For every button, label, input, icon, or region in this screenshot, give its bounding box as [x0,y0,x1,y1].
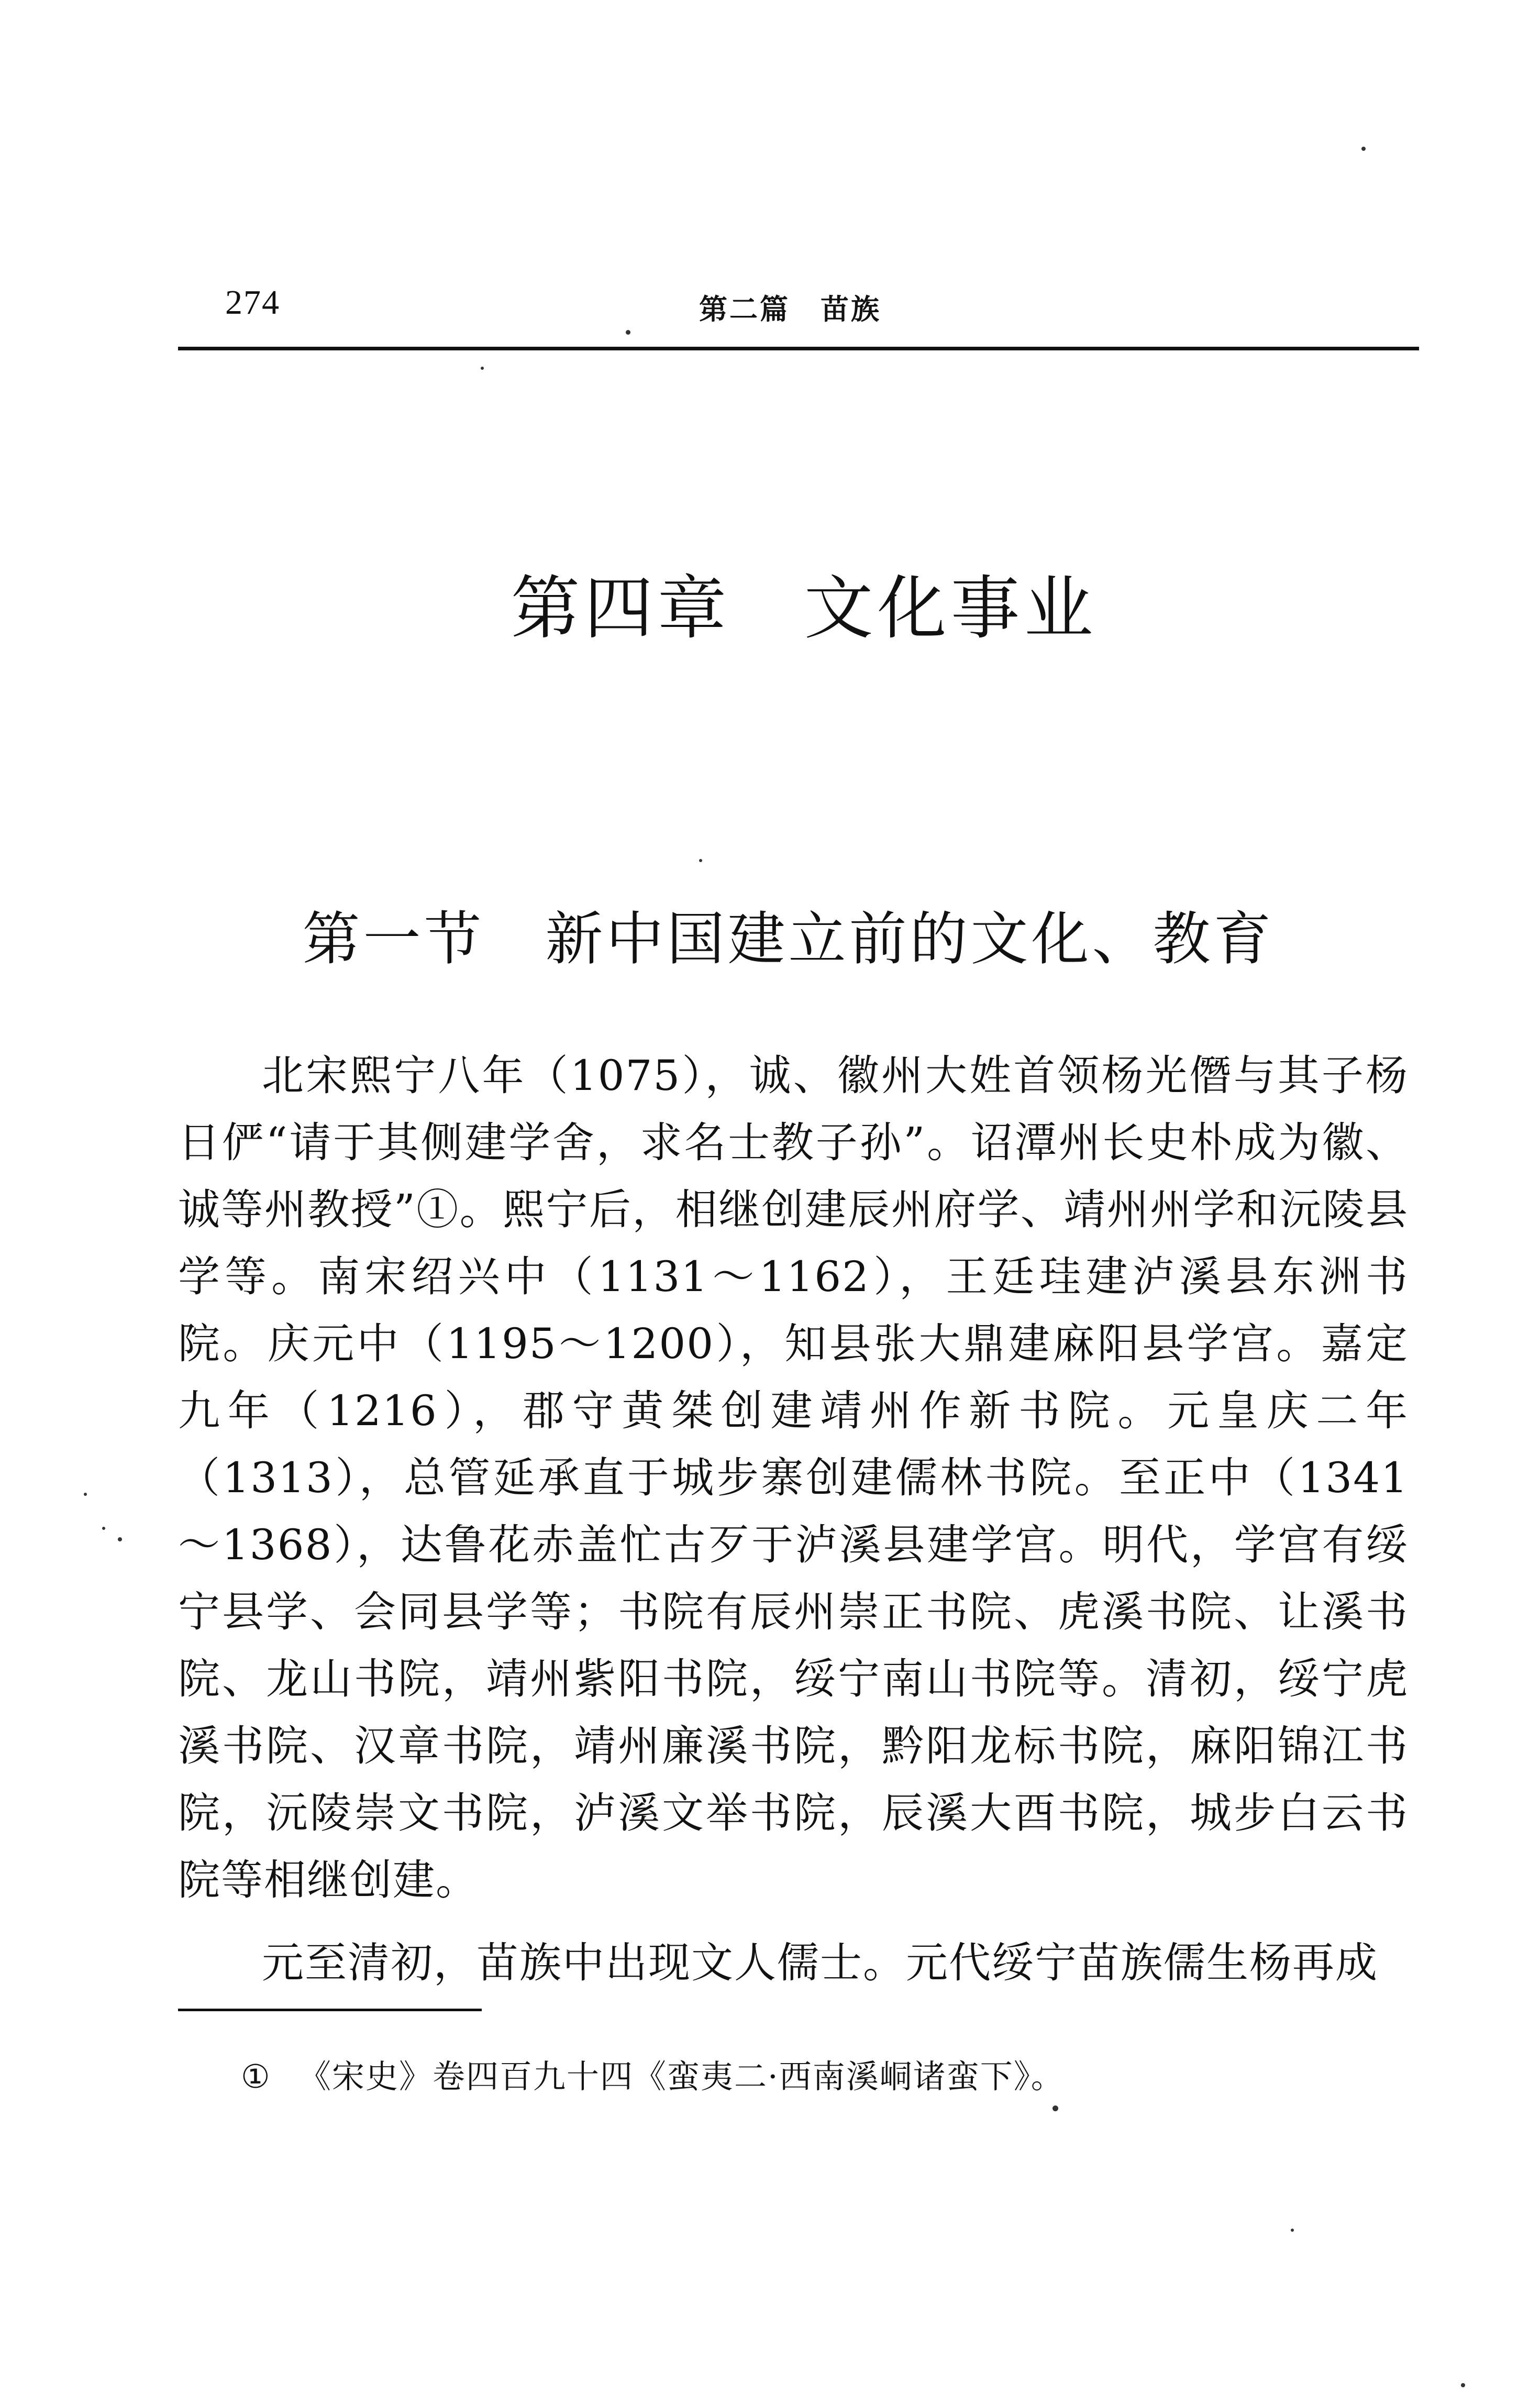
scan-speck [481,367,484,370]
running-head: 第二篇 苗族 [699,293,881,326]
page-number: 274 [225,283,280,322]
paragraph: 元至清初，苗族中出现文人儒士。元代绥宁苗族儒生杨再成 [262,1938,1378,1987]
scan-speck [118,1537,122,1541]
header-rule [178,347,1419,350]
scan-speck [102,1527,105,1530]
footnote-rule [178,2009,482,2011]
paragraph: 北宋熙宁八年（1075），诚、徽州大姓首领杨光僭与其子杨日俨“请于其侧建学舍，求名士教子孙”。诏潭州长史朴成为徽、诚等州教授”①。熙宁后，相继创建辰州府学、靖州州学和沅陵县学等。南宋绍兴中（1131～1162），王廷珪建泸溪县东洲书院。庆元中（1195～1200），知县张大鼎建麻阳县学宫。嘉定九年（1216），郡守黄桀创建靖州作新书院。元皇庆二年（1313），总管延承直于城步寨创建儒林书院。至正中（1341～1368），达鲁花赤盖忙古歹于泸溪县建学宫。明代，学宫有绥宁县学、会同县学等；书院有辰州崇正书院、虎溪书院、让溪书院、龙山书院，靖州紫阳书院，绥宁南山书院等。清初，绥宁虎溪书院、汉章书院，靖州廉溪书院，黔阳龙标书院，麻阳锦江书院，沅陵崇文书院，泸溪文举书院，辰溪大酉书院，城步白云书院等相继创建。 [178,1051,1409,1904]
scan-speck [699,859,702,862]
footnote-marker: ① [241,2057,271,2096]
scan-speck [84,1493,87,1496]
body-text [178,1042,1409,1997]
scan-speck [626,330,630,335]
scan-speck [1361,147,1366,151]
section-title: 第一节 新中国建立前的文化、教育 [302,906,1275,973]
footnote-text: 《宋史》卷四百九十四《蛮夷二·西南溪峒诸蛮下》。 [298,2057,1065,2096]
scan-speck [1461,2383,1465,2387]
page-header [178,272,1419,346]
chapter-title: 第四章 文化事业 [511,568,1098,649]
footnote [241,2051,1065,2097]
scan-speck [1291,2229,1294,2232]
scan-speck [1052,2106,1058,2111]
